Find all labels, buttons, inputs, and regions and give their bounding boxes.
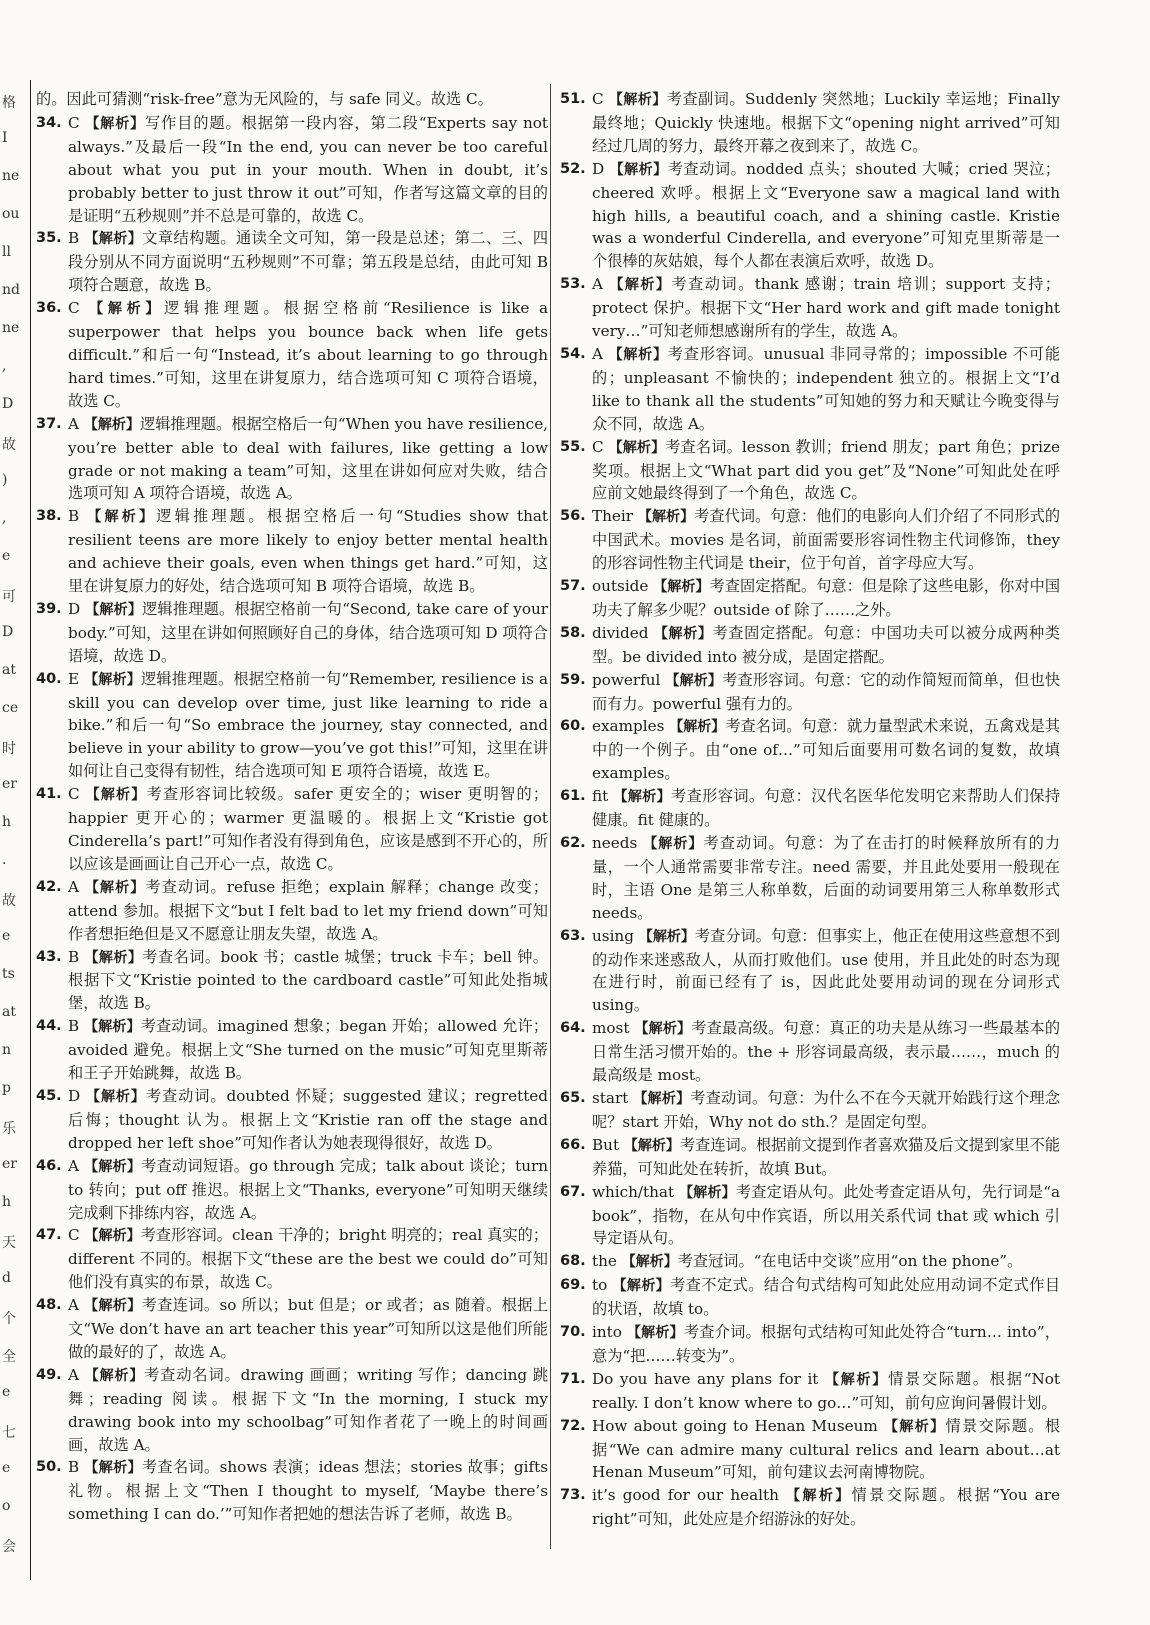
question-number: 56. (560, 508, 586, 525)
answer-body (68, 227, 548, 297)
answer-body (592, 832, 1060, 925)
analysis-tag: 【解析】 (884, 1418, 946, 1435)
answer-item (36, 783, 548, 876)
explanation-text: 考查动名词。drawing 画画；writing 写作；dancing 跳舞；reading 阅读。根据下文“In the morning, I stuck my drawing book into my schoolbag”可知作者花了一晚上的时间画画，故选 A。 (68, 1365, 549, 1454)
answer-body (68, 413, 548, 506)
question-number: 68. (560, 1253, 586, 1270)
margin-fragment: , (2, 358, 7, 374)
analysis-tag: 【解析】 (637, 509, 695, 526)
analysis-tag: 【解析】 (608, 346, 668, 363)
explanation-text: 的。因此可猜测“risk-free”意为无风险的，与 safe 同义。故选 C。 (36, 90, 493, 108)
margin-fragment: h (2, 1194, 12, 1210)
explanation-text: 考查形容词。句意：汉代名医华佗发明它来帮助人们保持健康。fit 健康的。 (592, 787, 1061, 830)
answer-item (560, 715, 1060, 785)
question-number: 70. (560, 1324, 586, 1341)
answer-item (560, 505, 1060, 575)
answer-key: C (592, 437, 604, 456)
answer-body (592, 1415, 1060, 1485)
question-number: 60. (560, 718, 586, 735)
analysis-tag: 【解析】 (608, 92, 667, 108)
explanation-text: 考查动词。nodded 点头；shouted 大喊；cried 哭泣；cheered 欢呼。根据上文“Everyone saw a magical land with high hills, a beautiful coach, and a shining castle. Kristie was a wonderful Cinderella, and everyone”可知克里斯蒂是一个很棒的灰姑娘，每个人都在表演后欢呼，故选 D。 (592, 159, 1061, 271)
answer-key: the (592, 1252, 617, 1271)
answer-body (592, 925, 1060, 1018)
analysis-tag: 【解析】 (84, 1019, 141, 1036)
answer-key: A (68, 414, 79, 433)
analysis-tag: 【解析】 (85, 1088, 146, 1105)
answer-key: C (68, 1226, 80, 1245)
answer-body (592, 715, 1060, 785)
answer-item (36, 946, 548, 1016)
answer-item (560, 785, 1060, 832)
explanation-text: 逻辑推理题。根据空格前“Resilience is like a superpower that helps you bounce back when life gets difficult.”和后一句“Instead, it’s about learning to go through hard times.”可知，这里在讲复原力，结合选项可知 C 项符合语境，故选 C。 (68, 299, 548, 410)
analysis-tag: 【解析】 (89, 301, 165, 318)
margin-fragment: ou (2, 206, 20, 222)
question-number: 53. (560, 276, 586, 293)
explanation-text: 考查动词。thank 感谢；train 培训；support 支持；protect 保护。根据下文“Her hard work and gift made tonight very…”可知老师想感谢所有的学生，故选 A。 (592, 275, 1061, 341)
right-column (560, 88, 1060, 1531)
explanation-text: 考查名词。book 书；castle 城堡；truck 卡车；bell 钟。根据下文“Kristie pointed to the cardboard castle”可知此处指城堡，故选 B。 (68, 947, 549, 1013)
answer-item (36, 876, 548, 946)
margin-fragment: ll (2, 244, 11, 260)
analysis-tag: 【解析】 (84, 671, 141, 688)
question-number: 69. (560, 1277, 586, 1294)
explanation-text: 考查连词。根据前文提到作者喜欢猫及后文提到家里不能养猫，可知此处在转折，故填 But。 (592, 1135, 1061, 1178)
analysis-tag: 【解析】 (85, 115, 146, 132)
margin-fragment: er (2, 776, 17, 792)
answer-key: Do you have any plans for it (592, 1369, 819, 1388)
question-number: 38. (36, 508, 62, 525)
answer-body (592, 1274, 1060, 1321)
answer-key: A (68, 1296, 79, 1315)
question-number: 71. (560, 1370, 586, 1387)
analysis-tag: 【解析】 (609, 277, 672, 294)
answer-key: into (592, 1323, 622, 1342)
answer-body (68, 1294, 548, 1364)
answer-body (68, 668, 548, 784)
analysis-tag: 【解析】 (612, 1278, 671, 1295)
question-number: 58. (560, 624, 586, 641)
margin-fragment: h (2, 814, 12, 830)
question-number: 55. (560, 438, 586, 455)
margin-fragment: 乐 (2, 1121, 16, 1137)
explanation-text: 考查不定式。结合句式结构可知此处应用动词不定式作目的状语，故填 to。 (592, 1276, 1060, 1319)
question-number: 43. (36, 948, 62, 965)
question-number: 64. (560, 1020, 586, 1037)
analysis-tag: 【解析】 (669, 719, 726, 736)
question-number: 63. (560, 927, 586, 944)
answer-body (68, 1456, 548, 1526)
question-number: 50. (36, 1459, 62, 1476)
margin-fragment: e (2, 1384, 11, 1400)
explanation-text: 考查副词。Suddenly 突然地；Luckily 幸运地；Finally 最终地；Quickly 快速地。根据下文“opening night arrived”可知经过几周的努力，最终开幕之夜到来了，故选 C。 (592, 90, 1061, 155)
answer-key: needs (592, 834, 638, 852)
question-number: 67. (560, 1183, 586, 1200)
margin-fragment: I (2, 130, 8, 146)
question-number: 61. (560, 788, 586, 805)
answer-key: C (68, 299, 80, 318)
analysis-tag: 【解析】 (653, 625, 713, 642)
question-number: 73. (560, 1487, 586, 1504)
margin-fragment: e (2, 1460, 11, 1476)
answer-item (36, 1224, 548, 1294)
answer-item (560, 88, 1060, 158)
answer-key: A (592, 344, 603, 363)
answer-key: C (68, 113, 80, 132)
analysis-tag: 【解析】 (84, 879, 146, 896)
question-number: 48. (36, 1297, 62, 1314)
answer-body (68, 598, 548, 668)
answer-key: B (68, 1458, 80, 1477)
explanation-text: 考查连词。so 所以；but 但是；or 或者；as 随着。根据上文“We don’t have an art teacher this year”可知所以这是他们所能做的最好的了，故选 A。 (68, 1296, 549, 1361)
answer-item (36, 1155, 548, 1225)
margin-fragment: o (2, 1498, 11, 1514)
question-number: 40. (36, 670, 62, 687)
margin-fragment: 格 (2, 95, 16, 111)
answer-item (36, 1364, 548, 1457)
answer-key: Their (592, 507, 634, 526)
answer-key: most (592, 1019, 630, 1038)
answer-item (560, 273, 1060, 343)
answer-body (592, 436, 1060, 506)
analysis-tag: 【解析】 (84, 231, 143, 248)
answer-key: using (592, 926, 634, 945)
analysis-tag: 【解析】 (643, 836, 704, 852)
answer-item (560, 575, 1060, 622)
answer-body (68, 783, 548, 876)
margin-fragment: ) (2, 472, 8, 488)
answer-item (560, 622, 1060, 669)
answer-item (560, 343, 1060, 436)
answer-item (560, 158, 1060, 274)
answer-body (68, 1085, 548, 1155)
explanation-text: 考查名词。句意：就力量型武术来说，五禽戏是其中的一个例子。由“one of…”可知后面要用可数名词的复数，故填 examples。 (592, 717, 1061, 783)
answer-key: B (68, 507, 80, 526)
answer-key: divided (592, 623, 649, 642)
answer-item (560, 925, 1060, 1018)
left-column (36, 88, 548, 1526)
margin-fragment: e (2, 928, 11, 944)
answer-body (592, 575, 1060, 622)
answer-item (560, 1484, 1060, 1531)
margin-fragment: e (2, 548, 11, 564)
explanation-text: 考查动词。句意：为了在击打的时候释放所有的力量，一个人通常需要非常专注。need 需要，并且此处要用一般现在时，主语 One 是第三人称单数，后面的动词要用第三人称单数形式 needs。 (592, 834, 1061, 922)
margin-fragment: 时 (2, 741, 16, 757)
question-number: 42. (36, 878, 62, 895)
answer-item (36, 88, 548, 112)
margin-fragment: p (2, 1080, 11, 1096)
answer-body (592, 1087, 1060, 1134)
answer-body (592, 273, 1060, 343)
answer-item (560, 1274, 1060, 1321)
answer-key: A (592, 275, 603, 294)
answer-item (560, 669, 1060, 716)
question-number: 66. (560, 1136, 586, 1153)
explanation-text: 考查动词。doubted 怀疑；suggested 建议；regretted 后悔；thought 认为。根据上文“Kristie ran off the stage and dropped her left shoe”可知作者认为她表现得很好，故选 D。 (68, 1086, 549, 1152)
column-divider (550, 84, 551, 1549)
explanation-text: 情景交际题。根据“You are right”可知，此处应是介绍游泳的好处。 (592, 1486, 1061, 1529)
analysis-tag: 【解析】 (679, 1184, 736, 1201)
answer-item (560, 832, 1060, 925)
explanation-text: 考查最高级。句意：真正的功夫是从练习一些最基本的日常生活习惯开始的。the + 形容词最高级，表示最……，much 的最高级是 most。 (592, 1019, 1061, 1085)
question-number: 47. (36, 1227, 62, 1244)
analysis-tag: 【解析】 (653, 579, 710, 596)
answer-item (36, 1015, 548, 1085)
answer-item (560, 1415, 1060, 1485)
margin-fragment: ne (2, 168, 20, 184)
explanation-text: 逻辑推理题。根据空格前一句“Second, take care of your body.”可知，这里在讲如何照顾好自己的身体，结合选项可知 D 项符合语境，故选 D。 (68, 599, 549, 665)
answer-item (560, 1087, 1060, 1134)
answer-item (36, 1456, 548, 1526)
answer-key: powerful (592, 670, 661, 689)
explanation-text: 情景交际题。根据“We can admire many cultural relics and learn about…at Henan Museum”可知，前句建议去河南博物院。 (592, 1416, 1061, 1482)
answer-body (592, 1017, 1060, 1087)
explanation-text: 考查形容词。clean 干净的；bright 明亮的；real 真实的；different 不同的。根据下文“these are the best we could do”可知他们没有真实的布景，故选 C。 (68, 1226, 549, 1292)
explanation-text: 情景交际题。根据“Not really. I don’t know where to go…”可知，前句应询问暑假计划。 (592, 1369, 1060, 1412)
question-number: 49. (36, 1366, 62, 1383)
question-number: 72. (560, 1417, 586, 1434)
explanation-text: 考查冠词。“在电话中交谈”应用“on the phone”。 (677, 1252, 1023, 1271)
answer-item (36, 505, 548, 598)
question-number: 54. (560, 345, 586, 362)
margin-fragment: 故 (2, 437, 16, 453)
explanation-text: 文章结构题。通读全文可知，第一段是总述；第二、三、四段分别从不同方面说明“五秒规则”不可靠；第五段是总结，由此可知 B 项符合题意，故选 B。 (68, 229, 548, 295)
question-number: 45. (36, 1087, 62, 1104)
answer-key: How about going to Henan Museum (592, 1416, 878, 1435)
answer-key: B (68, 1017, 80, 1036)
analysis-tag: 【解析】 (623, 1137, 680, 1154)
answer-body (592, 785, 1060, 832)
answer-body (592, 669, 1060, 716)
explanation-text: 考查介词。根据句式结构可知此处符合“turn… into”，意为“把……转变为”。 (592, 1323, 1061, 1365)
analysis-tag: 【解析】 (87, 509, 157, 526)
margin-fragment: er (2, 1156, 17, 1172)
answer-item (36, 1294, 548, 1364)
question-number: 44. (36, 1018, 62, 1035)
explanation-text: 考查形容词比较级。safer 更安全的；wiser 更明智的；happier 更开心的；warmer 更温暖的。根据上文“Kristie got Cinderella’s part!”可知作者没有得到角色，应该是感到不开心的，所以应该是画画让自己开心一点，故选 C。 (68, 785, 549, 873)
answer-key: But (592, 1135, 620, 1154)
explanation-text: 逻辑推理题。根据空格前一句“Remember, resilience is a skill you can develop over time, just like learning to ride a bike.”和后一句“So embrace the journey, stay connected, and believe in your ability to grow—you’ve got this!”可知，这里在讲如何让自己变得有韧性，结合选项可知 E 项符合语境，故选 E。 (68, 669, 549, 781)
answer-item (560, 1017, 1060, 1087)
answer-item (36, 227, 548, 297)
answer-item (560, 1181, 1060, 1251)
answer-item (560, 436, 1060, 506)
explanation-text: 考查定语从句。此处考查定语从句，先行词是“a book”，指物，在从句中作宾语，所以用关系代词 that 或 which 引导定语从句。 (592, 1182, 1061, 1248)
analysis-tag: 【解析】 (84, 1460, 142, 1477)
analysis-tag: 【解析】 (84, 1228, 141, 1245)
answer-key: start (592, 1088, 629, 1107)
answer-body (68, 505, 548, 598)
analysis-tag: 【解析】 (621, 1254, 678, 1271)
answer-key: D (68, 1086, 81, 1105)
analysis-tag: 【解析】 (84, 1158, 142, 1175)
explanation-text: 考查形容词。unusual 非同寻常的；impossible 不可能的；unpleasant 不愉快的；independent 独立的。根据上文“I’d like to thank all the students”可知她的努力和天赋让今晚变得与众不同，故选 A。 (592, 344, 1061, 433)
explanation-text: 考查代词。句意：他们的电影向人们介绍了不同形式的中国武术。movies 是名词，前面需要形容词性物主代词修饰，they 的形容词性物主代词是 their，位于句首，首字母应大写。 (592, 507, 1061, 573)
margin-fragment: 可 (2, 589, 16, 605)
explanation-text: 考查动词。句意：为什么不在今天就开始践行这个理念呢？start 开始，Why not do sth.？是固定句型。 (592, 1088, 1061, 1131)
answer-key: examples (592, 717, 665, 736)
margin-fragment: 全 (2, 1349, 16, 1365)
analysis-tag: 【解析】 (626, 1325, 684, 1342)
cropped-margin-strip (0, 80, 31, 1580)
answer-key: C (592, 90, 604, 108)
question-number: 39. (36, 600, 62, 617)
question-number: 41. (36, 786, 62, 803)
answer-item (560, 1368, 1060, 1415)
analysis-tag: 【解析】 (613, 789, 672, 806)
analysis-tag: 【解析】 (83, 416, 140, 433)
answer-item (560, 1250, 1060, 1274)
analysis-tag: 【解析】 (84, 1367, 145, 1384)
answer-body (592, 622, 1060, 669)
margin-fragment: at (2, 662, 16, 678)
answer-key: to (592, 1276, 608, 1295)
answer-item (560, 1321, 1060, 1368)
explanation-text: 考查动词。refuse 拒绝；explain 解释；change 改变；attend 参加。根据下文“but I felt bad to let my friend down”可知作者想拒绝但是又不愿意让朋友失望，故选 A。 (68, 877, 549, 943)
answer-body (68, 1015, 548, 1085)
margin-fragment: n (2, 1042, 12, 1058)
answer-body (592, 1250, 1060, 1274)
margin-fragment: 七 (2, 1425, 16, 1441)
analysis-tag: 【解析】 (609, 161, 668, 178)
margin-fragment: 会 (2, 1539, 16, 1555)
answer-body (68, 1224, 548, 1294)
answer-body (68, 946, 548, 1016)
answer-key: A (68, 1365, 79, 1384)
answer-body (68, 876, 548, 946)
analysis-tag: 【解析】 (786, 1488, 852, 1505)
answer-body (68, 297, 548, 413)
answer-key: D (68, 599, 81, 618)
question-number: 46. (36, 1157, 62, 1174)
answer-key: B (68, 947, 80, 966)
answer-key: which/that (592, 1182, 675, 1201)
explanation-text: 写作目的题。根据第一段内容，第二段“Experts say not always.”及最后一段“In the end, you can never be too careful about what you put in your mouth. When in doubt, it’s probably better to just throw it out”可知，作者写这篇文章的目的是证明“五秒规则”并不总是可靠的，故选 C。 (68, 113, 549, 225)
explanation-text: 考查形容词。句意：它的动作简短而简单，但也快而有力。powerful 强有力的。 (592, 670, 1061, 713)
margin-fragment: D (2, 396, 14, 412)
margin-fragment: 天 (2, 1235, 16, 1251)
answer-body (592, 1321, 1060, 1368)
margin-fragment: nd (2, 282, 20, 298)
answer-key: C (68, 785, 80, 804)
answer-item (560, 1134, 1060, 1181)
explanation-text: 考查固定搭配。句意：中国功夫可以被分成两种类型。be divided into 被分成，是固定搭配。 (592, 623, 1061, 666)
answer-body (592, 505, 1060, 575)
analysis-tag: 【解析】 (85, 601, 143, 618)
answer-body (592, 88, 1060, 158)
question-number: 36. (36, 300, 62, 317)
question-number: 52. (560, 160, 586, 177)
analysis-tag: 【解析】 (638, 928, 695, 945)
question-number: 59. (560, 671, 586, 688)
answer-body (592, 1484, 1060, 1531)
answer-key: it’s good for our health (592, 1486, 779, 1505)
explanation-text: 考查固定搭配。句意：但是除了这些电影，你对中国功夫了解多少呢？outside of 除了……之外。 (592, 577, 1061, 619)
answer-item (36, 297, 548, 413)
answer-body (592, 1181, 1060, 1251)
question-number: 51. (560, 91, 586, 107)
margin-fragment: D (2, 624, 14, 640)
answer-item (36, 598, 548, 668)
answer-key: A (68, 1156, 79, 1175)
margin-fragment: at (2, 1004, 16, 1020)
question-number: 57. (560, 578, 586, 595)
margin-fragment: ce (2, 700, 19, 716)
explanation-text: 考查名词。lesson 教训；friend 朋友；part 角色；prize 奖项。根据上文“What part did you get”及“None”可知此处在呼应前文她最终得到了一个角色，故选 C。 (592, 437, 1061, 503)
question-number: 65. (560, 1089, 586, 1106)
answer-key: outside (592, 577, 649, 596)
margin-fragment: 个 (2, 1311, 16, 1327)
question-number: 62. (560, 835, 586, 851)
answer-key: D (592, 159, 605, 178)
answer-body (68, 112, 548, 228)
margin-fragment: 故 (2, 893, 16, 909)
explanation-text: 逻辑推理题。根据空格后一句“Studies show that resilient teens are more likely to enjoy better mental health and achieve their goals, even when things get hard.”可知，这里在讲复原力的好处，结合选项可知 B 项符合语境，故选 B。 (68, 507, 549, 596)
explanation-text: 考查动词短语。go through 完成；talk about 谈论；turn to 转向；put off 推迟。根据上文“Thanks, everyone”可知明天继续完成剩下排练内容，故选 A。 (68, 1156, 549, 1222)
answer-key: fit (592, 787, 609, 806)
answer-body (592, 343, 1060, 436)
answer-body (592, 1134, 1060, 1181)
explanation-text: 考查分词。句意：但事实上，他正在使用这些意想不到的动作来迷惑敌人，从而打败他们。use 使用，并且此处的时态为现在进行时，前面已经有了 is，因此此处要用动词的现在分词形式 using。 (592, 926, 1061, 1015)
analysis-tag: 【解析】 (84, 949, 143, 966)
analysis-tag: 【解析】 (84, 1298, 142, 1315)
question-number: 34. (36, 114, 62, 131)
analysis-tag: 【解析】 (633, 1090, 691, 1107)
explanation-text: 考查动词。imagined 想象；began 开始；allowed 允许；avoided 避免。根据上文“She turned on the music”可知克里斯蒂和王子开始跳舞，故选 B。 (68, 1017, 549, 1083)
answer-item (36, 413, 548, 506)
margin-fragment: . (2, 852, 7, 868)
margin-fragment: , (2, 510, 7, 526)
answer-body (592, 158, 1060, 274)
answer-item (36, 668, 548, 784)
answer-body (68, 1155, 548, 1225)
analysis-tag: 【解析】 (634, 1021, 692, 1038)
margin-fragment: ne (2, 320, 20, 336)
analysis-tag: 【解析】 (608, 439, 666, 456)
margin-fragment: d (2, 1270, 11, 1286)
question-number: 37. (36, 415, 62, 432)
margin-fragment: ts (2, 966, 15, 982)
answer-item (36, 1085, 548, 1155)
analysis-tag: 【解析】 (85, 787, 147, 804)
answer-key: E (68, 669, 80, 688)
answer-body (592, 1368, 1060, 1415)
analysis-tag: 【解析】 (825, 1371, 889, 1388)
question-number: 35. (36, 230, 62, 247)
explanation-text: 逻辑推理题。根据空格后一句“When you have resilience, you’re better able to deal with failures, like getting a low grade or not making a team”可知，这里在讲如何应对失败，结合选项可知 A 项符合语境，故选 A。 (68, 414, 549, 503)
answer-body (68, 1364, 548, 1457)
answer-key: A (68, 877, 79, 896)
explanation-text: 考查名词。shows 表演；ideas 想法；stories 故事；gifts 礼物。根据上文“Then I thought to myself, ‘Maybe there’s something I can do.’”可知作者把她的想法告诉了老师，故选 B。 (68, 1458, 549, 1524)
answer-body (36, 88, 548, 112)
answer-item (36, 112, 548, 228)
analysis-tag: 【解析】 (665, 672, 723, 689)
answer-key: B (68, 229, 80, 248)
